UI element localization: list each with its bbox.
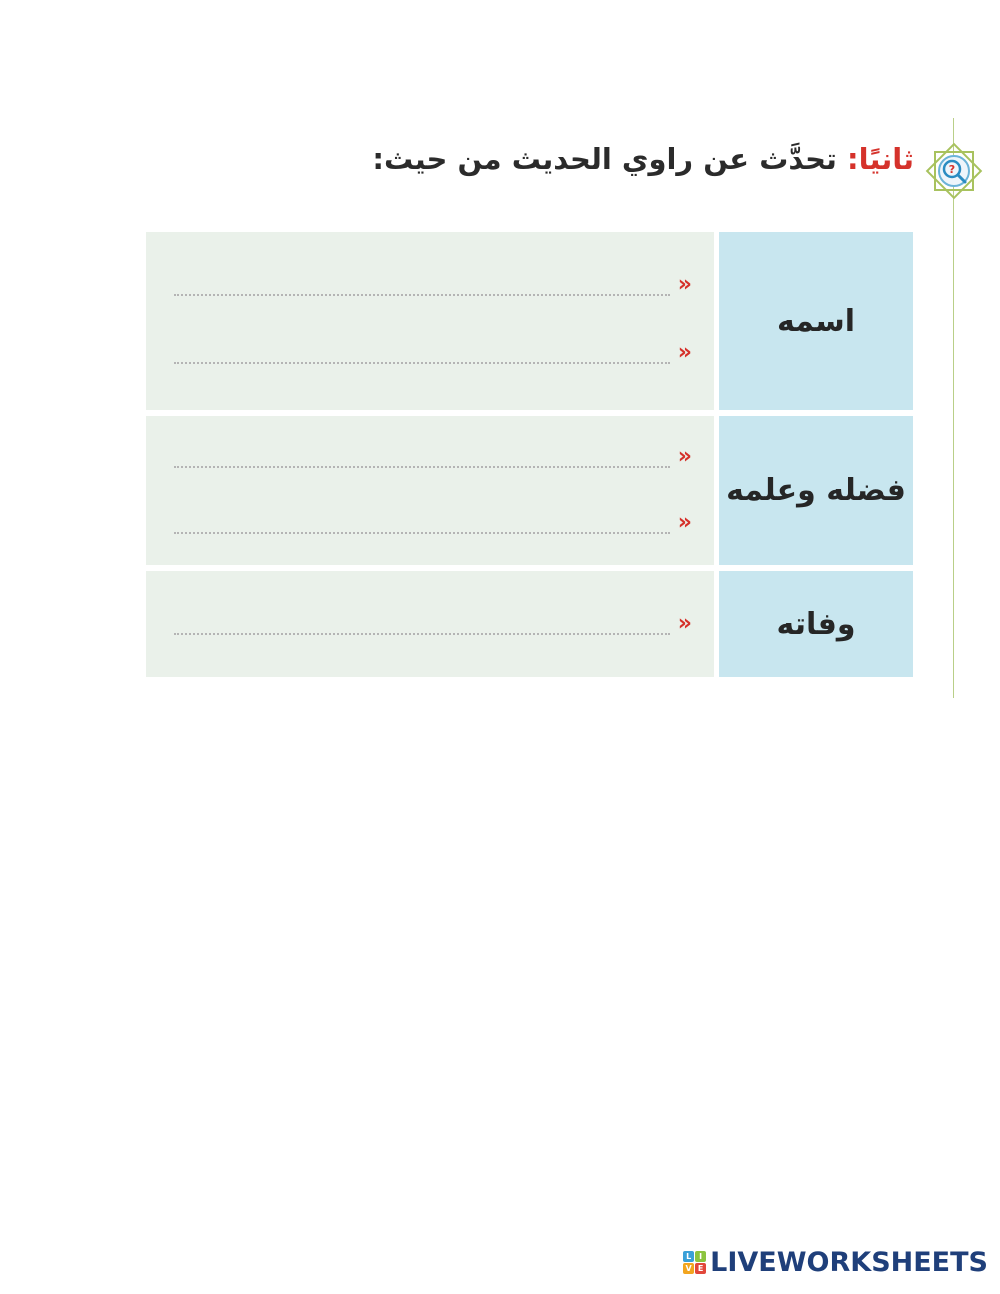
table-row (146, 416, 913, 565)
table-row (146, 232, 913, 410)
dotted-line (174, 518, 670, 534)
dotted-line (174, 348, 670, 364)
answer-table (146, 232, 913, 677)
question-magnifier-icon (921, 138, 987, 204)
heading-text: تحدَّث عن راوي الحديث من حيث: (372, 142, 837, 176)
dotted-line (174, 619, 670, 635)
bullet-marker: « (677, 444, 692, 469)
bullet-marker: « (677, 272, 692, 297)
liveworksheets-logo (683, 1247, 988, 1278)
bullet-marker: « (677, 510, 692, 535)
brand-text: LIVEWORKSHEETS (710, 1247, 988, 1278)
answer-cell (146, 232, 714, 410)
answer-cell (146, 416, 714, 565)
answer-cell (146, 571, 714, 677)
row-label: فضله وعلمه (719, 416, 913, 565)
row-label: اسمه (719, 232, 913, 410)
answer-line[interactable] (174, 611, 692, 635)
brand-mark-icon: L I V E (683, 1251, 706, 1274)
bullet-marker: « (677, 611, 692, 636)
answer-line[interactable] (174, 340, 692, 364)
answer-line[interactable] (174, 510, 692, 534)
table-row (146, 571, 913, 677)
dotted-line (174, 452, 670, 468)
svg-text:?: ? (948, 163, 956, 176)
heading-lead: ثانيًا: (847, 142, 914, 176)
side-rule (953, 118, 954, 698)
dotted-line (174, 280, 670, 296)
answer-line[interactable] (174, 444, 692, 468)
bullet-marker: « (677, 340, 692, 365)
row-label: وفاته (719, 571, 913, 677)
answer-line[interactable] (174, 272, 692, 296)
section-heading (372, 142, 914, 176)
